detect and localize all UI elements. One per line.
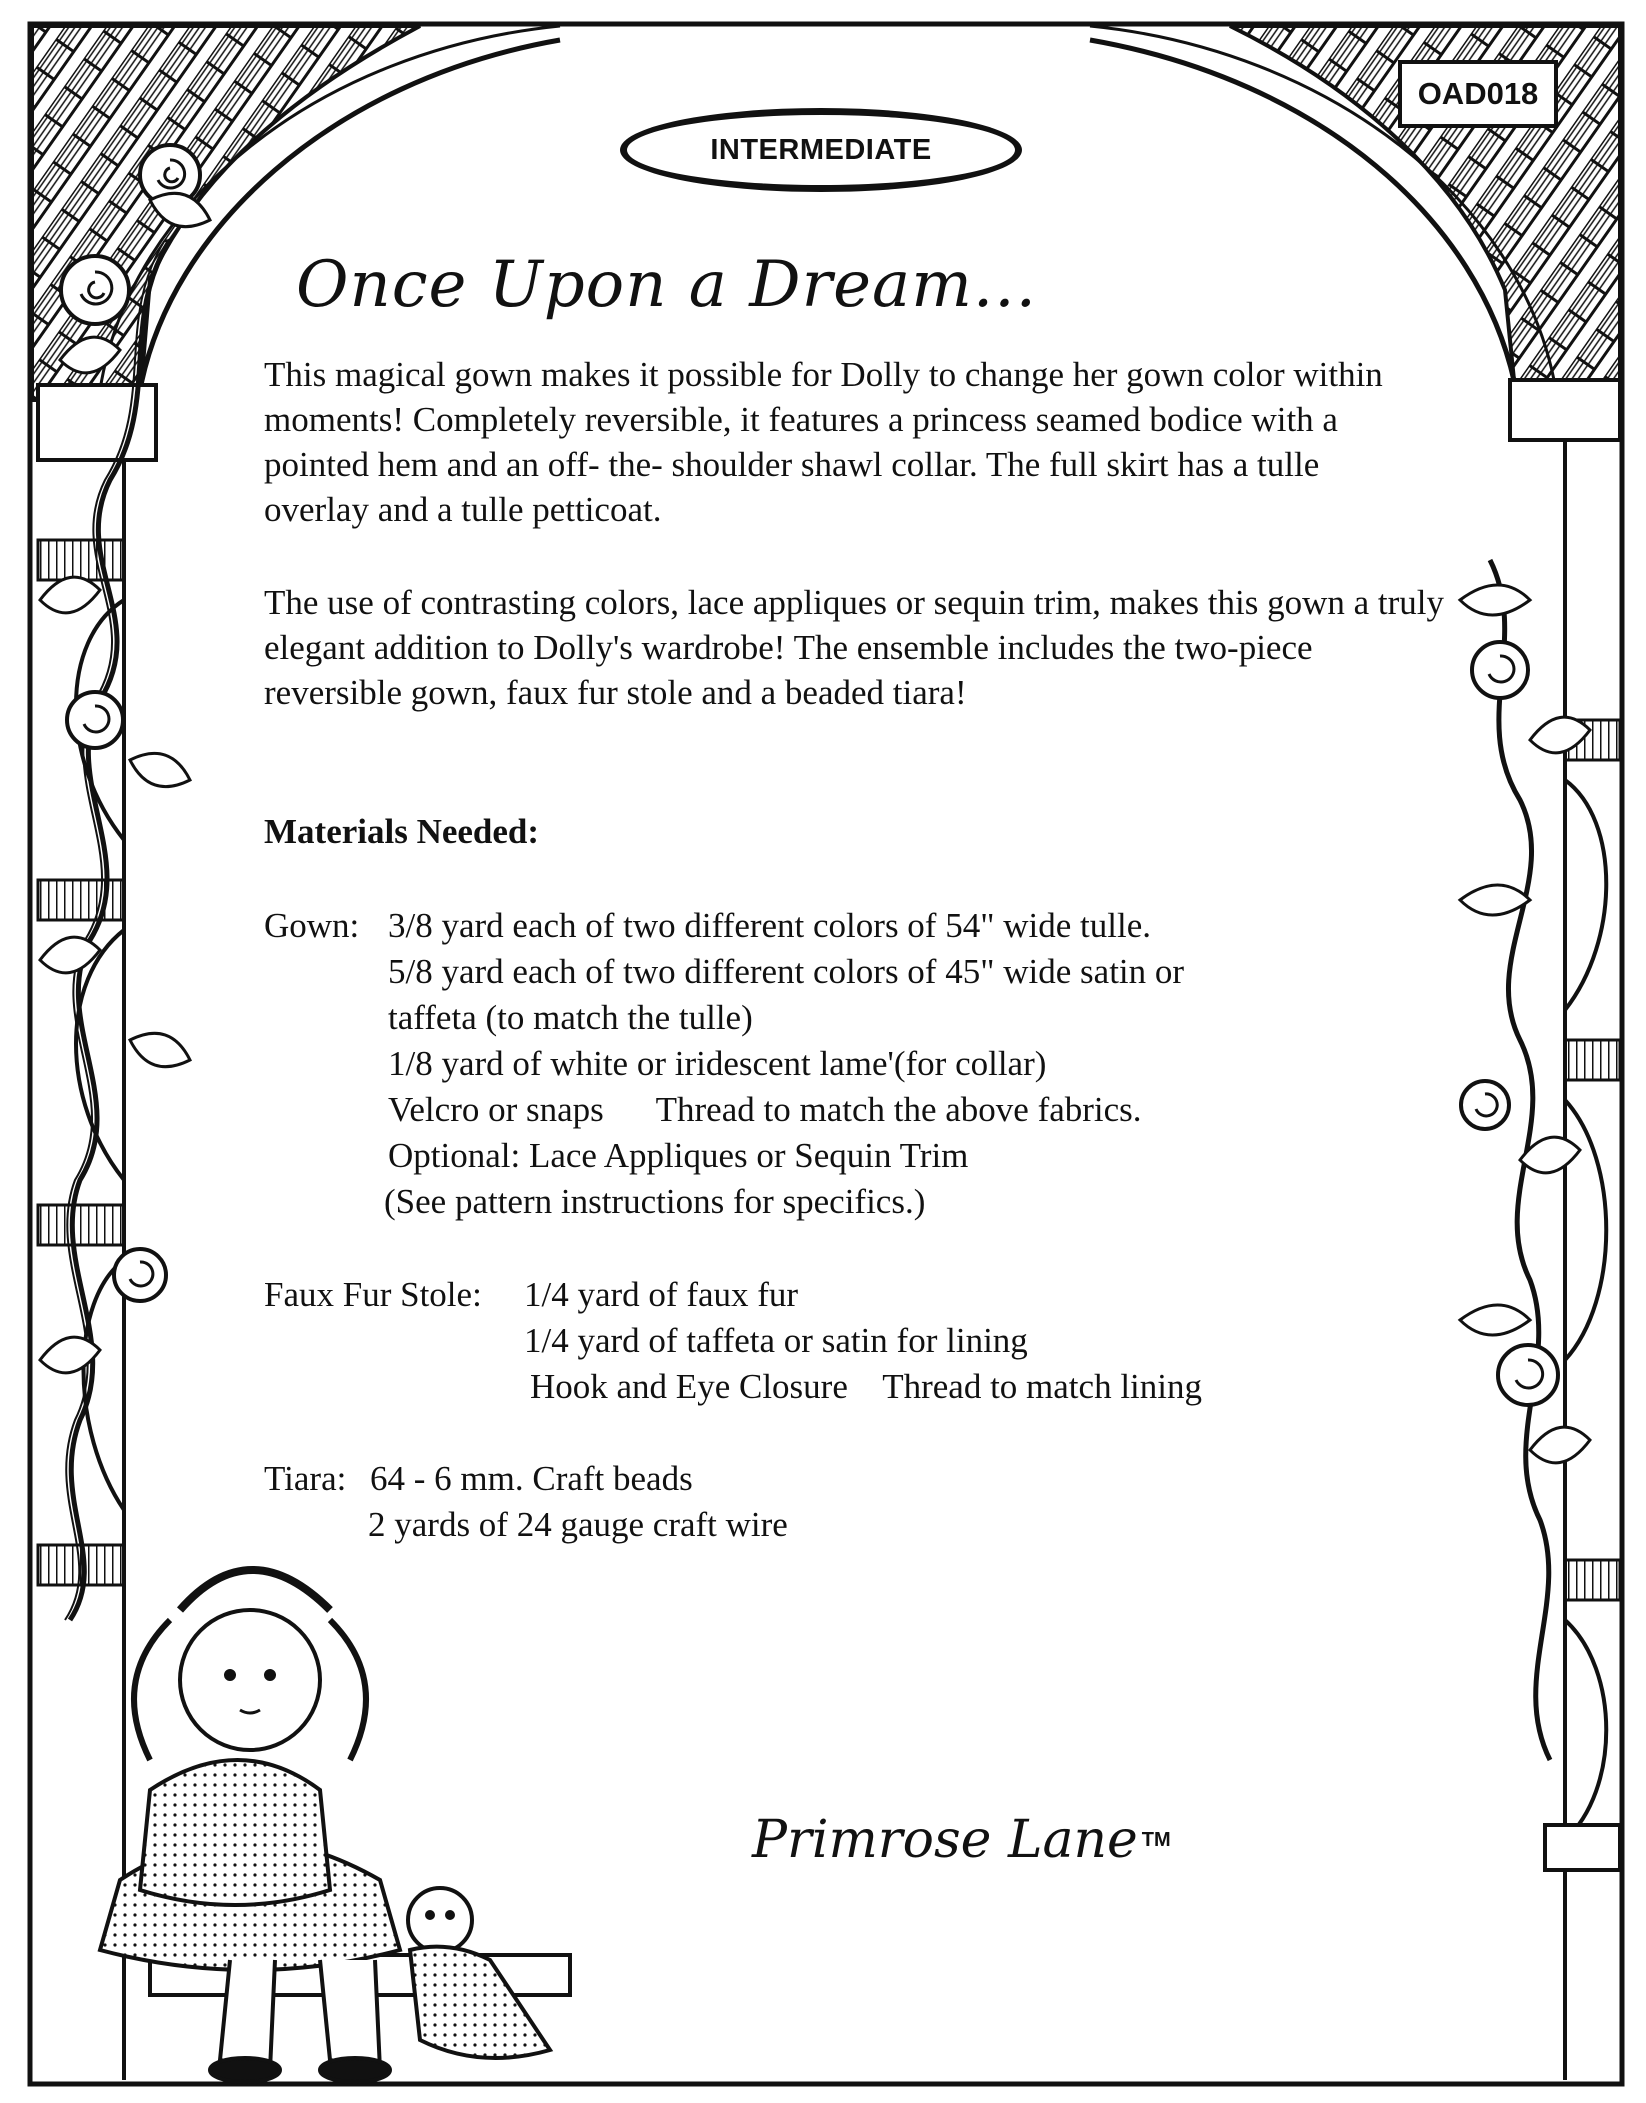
- intro-paragraph-1: This magical gown makes it possible for Dolly to change her gown color within moments! Completely reversible, it features a princess seamed bodice with a pointed hem and an off- the- shoulder shawl collar. The full skirt has a tulle overlay and a tulle petticoat.: [264, 355, 1383, 529]
- trademark-mark: TM: [1141, 1829, 1171, 1851]
- pattern-code: OAD018: [1417, 76, 1539, 111]
- stole-label: Faux Fur Stole:: [264, 1275, 482, 1314]
- brand-name: Primrose Lane: [752, 1810, 1138, 1870]
- stole-line: Hook and Eye Closure Thread to match lining: [530, 1367, 1202, 1406]
- skill-level-label: INTERMEDIATE: [710, 133, 932, 166]
- tiara-line: 2 yards of 24 gauge craft wire: [368, 1505, 788, 1544]
- pattern-title: Once Upon a Dream...: [296, 248, 1037, 322]
- stole-line: 1/4 yard of faux fur: [524, 1275, 799, 1314]
- girl-with-doll-illustration: [100, 1570, 570, 2082]
- gown-line: taffeta (to match the tulle): [388, 998, 753, 1037]
- gown-line: Velcro or snaps Thread to match the above fabrics.: [388, 1090, 1142, 1129]
- tiara-line: 64 - 6 mm. Craft beads: [370, 1459, 693, 1498]
- gown-line: 5/8 yard each of two different colors of 45" wide satin or: [388, 952, 1185, 991]
- gown-line: Optional: Lace Appliques or Sequin Trim: [388, 1136, 969, 1175]
- right-column: [1510, 380, 1620, 2080]
- left-column: [38, 385, 156, 2080]
- gown-line: (See pattern instructions for specifics.): [384, 1182, 926, 1221]
- gown-label: Gown:: [264, 906, 360, 945]
- gown-line: 3/8 yard each of two different colors of 54" wide tulle.: [388, 906, 1151, 945]
- gown-line: 1/8 yard of white or iridescent lame'(for collar): [388, 1044, 1047, 1083]
- tiara-label: Tiara:: [264, 1459, 347, 1498]
- stole-line: 1/4 yard of taffeta or satin for lining: [524, 1321, 1028, 1360]
- materials-heading: Materials Needed:: [264, 812, 540, 851]
- brand-signature: [752, 1810, 1171, 1870]
- intro-paragraph-2: The use of contrasting colors, lace appliques or sequin trim, makes this gown a truly elegant addition to Dolly's wardrobe! The ensemble includes the two-piece reversible gown, faux fur stole and a beaded tiara!: [264, 583, 1445, 712]
- skill-level-badge: [620, 108, 1022, 192]
- pattern-code-box: [1398, 60, 1558, 128]
